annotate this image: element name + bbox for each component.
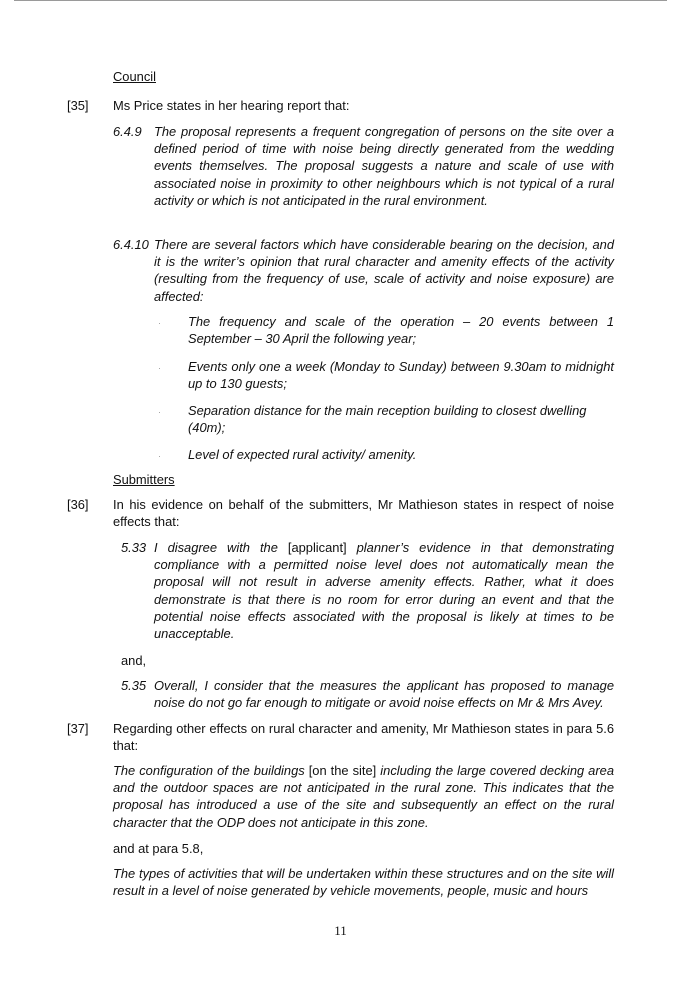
quote-number-5-35: 5.35 bbox=[121, 678, 147, 693]
paragraph-36-text: In his evidence on behalf of the submitters, Mr Mathieson states in respect of noise effects that: bbox=[113, 497, 614, 530]
heading-council: Council bbox=[113, 69, 156, 84]
quote-number-6-4-10: 6.4.10 bbox=[113, 237, 149, 252]
quote-para-5-8-text: The types of activities that will be undertaken within these structures and on the site will result in a level of noise generated by vehicle movements, people, music and hours bbox=[113, 866, 614, 899]
paragraph-37-text: Regarding other effects on rural character and amenity, Mr Mathieson states in para 5.6 that: bbox=[113, 721, 614, 754]
page-top-border bbox=[14, 0, 667, 1]
bullet-item: Events only one a week (Monday to Sunday) between 9.30am to midnight up to 130 guests; bbox=[188, 359, 614, 392]
bracket-insert: [applicant] bbox=[287, 540, 347, 555]
bullet-item: The frequency and scale of the operation – 20 events between 1 September – 30 April the following year; bbox=[188, 314, 614, 347]
quote-number-6-4-9: 6.4.9 bbox=[113, 124, 142, 139]
bracket-insert: [on the site] bbox=[308, 763, 377, 778]
paragraph-number-36: [36] bbox=[67, 497, 89, 512]
bullet-marker: · bbox=[158, 363, 161, 373]
page-number: 11 bbox=[334, 923, 347, 938]
heading-submitters: Submitters bbox=[113, 472, 175, 487]
bullet-marker: · bbox=[158, 318, 161, 328]
quote-para-5-6-text: The configuration of the buildings [on the site] including the large covered decking area and the outdoor spaces are not anticipated in the rural zone. This indicates that the proposal has introduced a use of the site and subsequently an effect on the rural character that the ODP does not anticipate in this zone. bbox=[113, 763, 614, 830]
bullet-item: Separation distance for the main reception building to closest dwelling (40m); bbox=[188, 403, 587, 436]
quote-5-35-text: Overall, I consider that the measures the applicant has proposed to manage noise do not go far enough to mitigate or avoid noise effects on Mr & Mrs Avey. bbox=[154, 678, 614, 711]
bullet-marker: · bbox=[158, 451, 161, 461]
paragraph-number-35: [35] bbox=[67, 98, 89, 113]
paragraph-number-37: [37] bbox=[67, 721, 89, 736]
connector-para-5-8: and at para 5.8, bbox=[113, 841, 204, 856]
quote-6-4-10-text: There are several factors which have considerable bearing on the decision, and it is the writer’s opinion that rural character and amenity effects of the activity (resulting from the frequency of use, scale of activity and noise exposure) are affected: bbox=[154, 237, 614, 304]
bullet-marker: · bbox=[158, 407, 161, 417]
quote-6-4-9-text: The proposal represents a frequent congregation of persons on the site over a defined period of time with noise being directly generated from the wedding events themselves. The proposal suggests a nature and scale of use with associated noise in proximity to other neighbours which is not typical of a rural activity or which is not anticipated in the rural environment. bbox=[154, 124, 614, 208]
quote-5-33-text: I disagree with the [applicant] planner’s evidence in that demonstrating compliance with a permitted noise level does not automatically mean the proposal will not result in adverse amenity effects. Rather, what it does demonstrate is that there is no room for error during an event and that the potential noise effects associated with the proposal is likely at times to be unacceptable. bbox=[154, 540, 614, 642]
connector-and: and, bbox=[121, 653, 147, 668]
bullet-item: Level of expected rural activity/ amenity. bbox=[188, 447, 417, 462]
paragraph-35-text: Ms Price states in her hearing report that: bbox=[113, 98, 350, 113]
quote-number-5-33: 5.33 bbox=[121, 540, 147, 555]
